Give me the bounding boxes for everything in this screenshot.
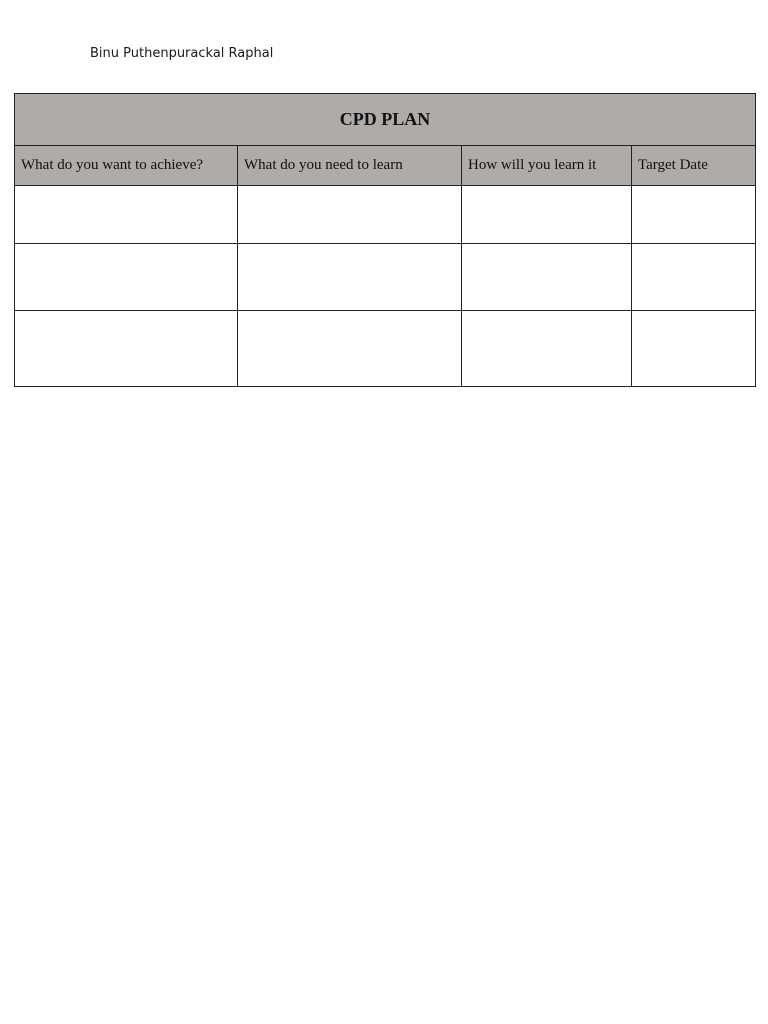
table-title: CPD PLAN <box>15 94 756 146</box>
column-header-label: How will you learn it <box>468 157 597 173</box>
cpd-plan-table <box>14 93 756 387</box>
table-cell[interactable] <box>238 186 462 244</box>
column-header-how <box>462 146 632 186</box>
table-cell[interactable] <box>462 311 632 387</box>
table-cell[interactable] <box>15 244 238 311</box>
table-title-row <box>15 94 756 146</box>
table-row <box>15 244 756 311</box>
table-cell[interactable] <box>632 311 756 387</box>
table-cell[interactable] <box>238 244 462 311</box>
table-cell[interactable] <box>462 244 632 311</box>
table-row <box>15 311 756 387</box>
table-cell[interactable] <box>15 311 238 387</box>
author-name: Binu Puthenpurackal Raphal <box>90 46 274 61</box>
table-cell[interactable] <box>462 186 632 244</box>
table-cell[interactable] <box>632 186 756 244</box>
column-header-achieve <box>15 146 238 186</box>
column-header-label: What do you want to achieve? <box>21 157 204 173</box>
column-header-label: Target Date <box>638 157 708 173</box>
table-cell[interactable] <box>238 311 462 387</box>
column-header-learn <box>238 146 462 186</box>
table-cell[interactable] <box>632 244 756 311</box>
column-header-target-date <box>632 146 756 186</box>
table-header-row <box>15 146 756 186</box>
column-header-label: What do you need to learn <box>244 157 403 173</box>
table-row <box>15 186 756 244</box>
table-cell[interactable] <box>15 186 238 244</box>
